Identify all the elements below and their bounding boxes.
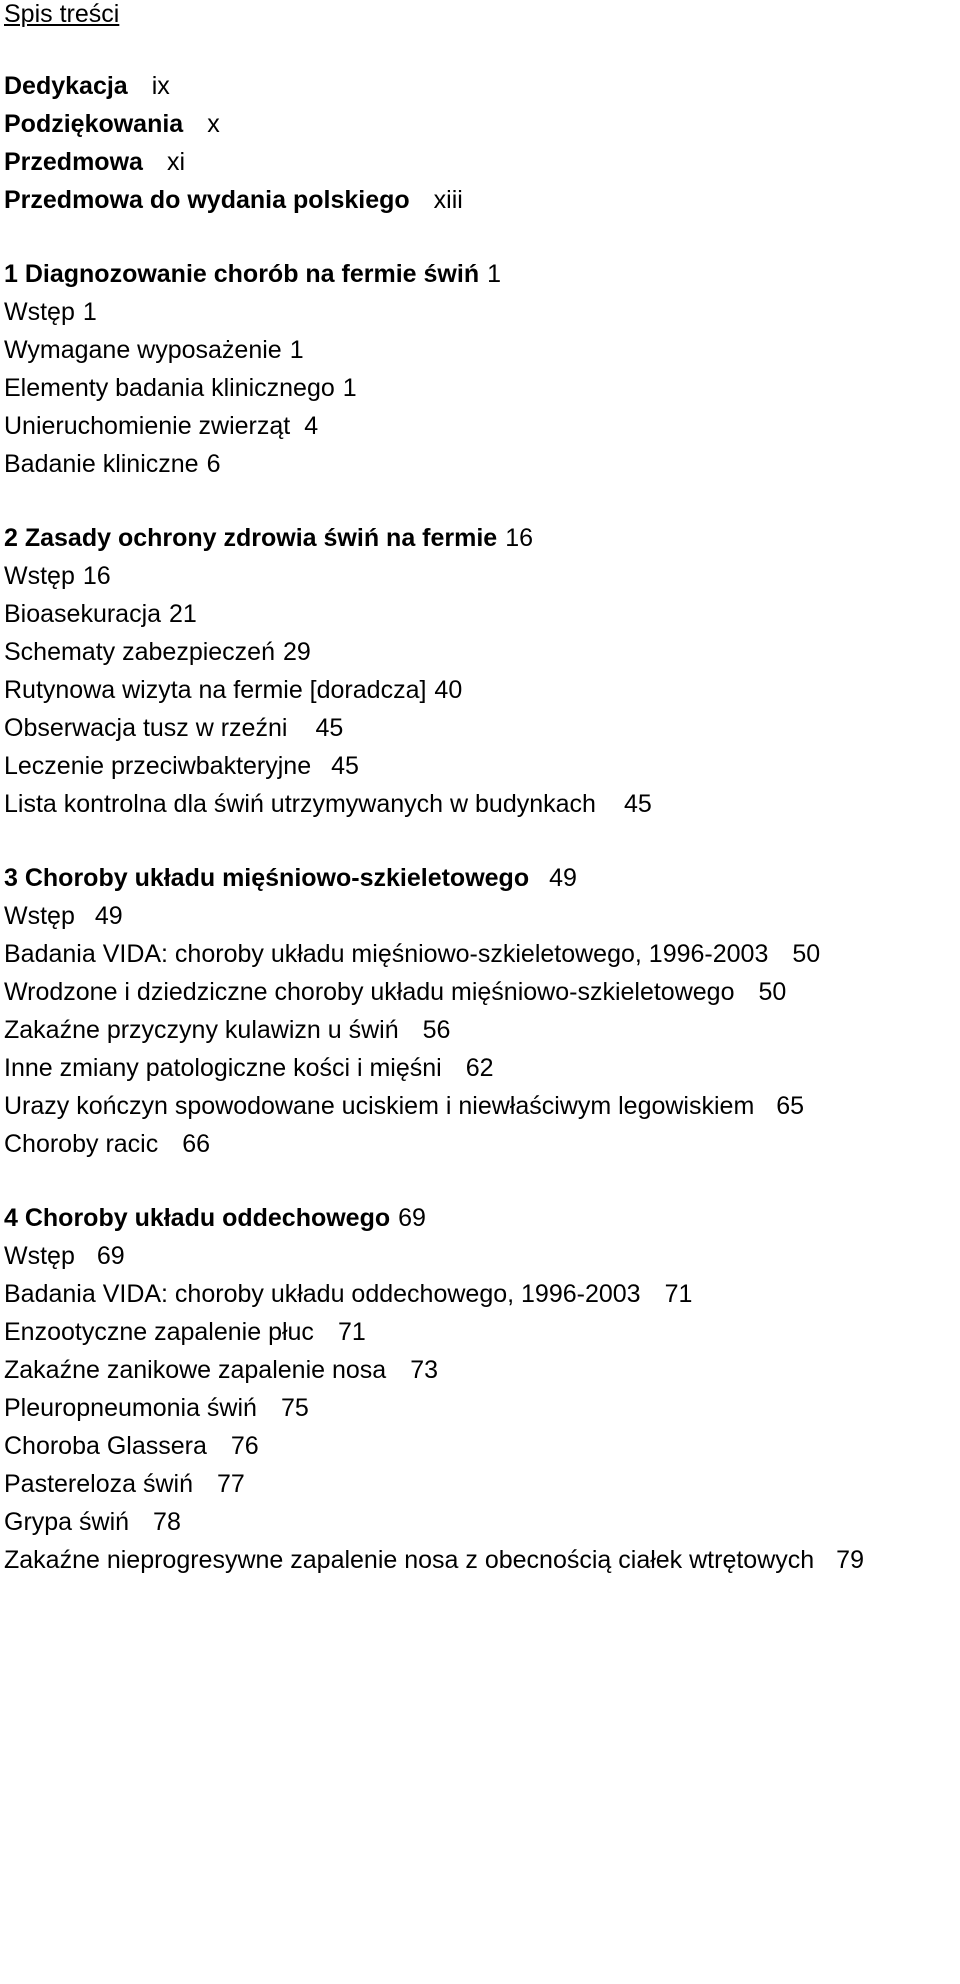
- entry-page: 75: [280, 1394, 309, 1422]
- chapter-title: 1 Diagnozowanie chorób na fermie świń: [4, 260, 480, 288]
- chapter-title: 2 Zasady ochrony zdrowia świń na fermie: [4, 524, 498, 552]
- toc-entry: [4, 1054, 494, 1082]
- entry-title: Pastereloza świń: [4, 1470, 193, 1498]
- entry-page: 71: [664, 1280, 693, 1308]
- chapter-heading: [4, 1204, 426, 1232]
- chapter-title: 4 Choroby układu oddechowego: [4, 1204, 391, 1232]
- toc-entry: [4, 1432, 259, 1460]
- entry-title: Badanie kliniczne: [4, 450, 199, 478]
- entry-title: Badania VIDA: choroby układu mięśniowo-szkieletowego, 1996-2003: [4, 940, 769, 968]
- entry-page: 1: [342, 374, 357, 402]
- toc-title: Spis treści: [4, 0, 120, 28]
- entry-title: Choroba Glassera: [4, 1432, 207, 1460]
- toc-entry: [4, 450, 220, 478]
- toc-entry: [4, 638, 311, 666]
- toc-entry-front: [4, 110, 220, 138]
- entry-title: Leczenie przeciwbakteryjne: [4, 752, 312, 780]
- entry-page: 49: [94, 902, 123, 930]
- toc-entry: [4, 1318, 366, 1346]
- entry-title: Podziękowania: [4, 110, 184, 138]
- toc-entry: [4, 1470, 245, 1498]
- toc-entry-front: [4, 72, 170, 100]
- toc-entry: [4, 676, 462, 704]
- chapter-page: 1: [487, 260, 501, 288]
- entry-page: 4: [304, 412, 319, 440]
- entry-title: Wstęp: [4, 562, 75, 590]
- toc-entry: [4, 752, 359, 780]
- entry-title: Wrodzone i dziedziczne choroby układu mięśniowo-szkieletowego: [4, 978, 735, 1006]
- toc-entry: [4, 374, 357, 402]
- entry-title: Unieruchomienie zwierząt: [4, 412, 291, 440]
- entry-title: Badania VIDA: choroby układu oddechowego, 1996-2003: [4, 1280, 641, 1308]
- toc-entry: [4, 298, 97, 326]
- chapter-page: 49: [549, 864, 577, 892]
- entry-page: 71: [337, 1318, 366, 1346]
- entry-title: Rutynowa wizyta na fermie [doradcza]: [4, 676, 427, 704]
- chapter-heading: [4, 524, 533, 552]
- entry-title: Wymagane wyposażenie: [4, 336, 282, 364]
- entry-page: 45: [623, 790, 652, 818]
- toc-entry: [4, 714, 343, 742]
- entry-title: Wstęp: [4, 902, 75, 930]
- toc-entry: [4, 1016, 450, 1044]
- entry-page: 56: [422, 1016, 451, 1044]
- entry-page: 16: [82, 562, 111, 590]
- entry-page: 62: [465, 1054, 494, 1082]
- entry-title: Dedykacja: [4, 72, 128, 100]
- entry-title: Zakaźne nieprogresywne zapalenie nosa z obecnością ciałek wtrętowych: [4, 1546, 815, 1574]
- toc-entry-front: [4, 148, 185, 176]
- entry-page: xiii: [433, 186, 463, 214]
- entry-title: Wstęp: [4, 1242, 75, 1270]
- chapter-heading: [4, 864, 577, 892]
- entry-title: Przedmowa: [4, 148, 143, 176]
- entry-page: x: [207, 110, 220, 138]
- toc-entry: [4, 978, 786, 1006]
- entry-page: 73: [410, 1356, 439, 1384]
- entry-page: 66: [182, 1130, 211, 1158]
- entry-page: 50: [758, 978, 787, 1006]
- entry-title: Bioasekuracja: [4, 600, 162, 628]
- toc-entry: [4, 1280, 692, 1308]
- toc-entry: [4, 1508, 181, 1536]
- toc-entry: [4, 1546, 864, 1574]
- entry-title: Obserwacja tusz w rzeźni: [4, 714, 288, 742]
- entry-title: Przedmowa do wydania polskiego: [4, 186, 410, 214]
- entry-title: Grypa świń: [4, 1508, 130, 1536]
- entry-page: 1: [289, 336, 304, 364]
- entry-title: Lista kontrolna dla świń utrzymywanych w budynkach: [4, 790, 596, 818]
- entry-page: 79: [836, 1546, 864, 1574]
- toc-entry: [4, 1356, 438, 1384]
- entry-page: 50: [792, 940, 821, 968]
- toc-entry: [4, 1130, 210, 1158]
- entry-page: 45: [331, 752, 359, 780]
- entry-title: Schematy zabezpieczeń: [4, 638, 275, 666]
- toc-entry: [4, 1092, 804, 1120]
- chapter-page: 69: [398, 1204, 426, 1232]
- entry-title: Enzootyczne zapalenie płuc: [4, 1318, 314, 1346]
- entry-page: 76: [230, 1432, 259, 1460]
- entry-title: Urazy kończyn spowodowane uciskiem i niewłaściwym legowiskiem: [4, 1092, 755, 1120]
- chapter-title: 3 Choroby układu mięśniowo-szkieletowego: [4, 864, 530, 892]
- chapter-heading: [4, 260, 501, 288]
- entry-title: Elementy badania klinicznego: [4, 374, 335, 402]
- toc-entry: [4, 940, 820, 968]
- chapter-page: 16: [505, 524, 534, 552]
- entry-page: 6: [206, 450, 221, 478]
- entry-page: 69: [96, 1242, 125, 1270]
- toc-entry: [4, 1394, 309, 1422]
- entry-page: 65: [776, 1092, 805, 1120]
- entry-page: ix: [151, 72, 170, 100]
- entry-title: Choroby racic: [4, 1130, 159, 1158]
- entry-page: 78: [153, 1508, 181, 1536]
- entry-title: Zakaźne zanikowe zapalenie nosa: [4, 1356, 387, 1384]
- toc-entry: [4, 412, 318, 440]
- toc-entry: [4, 902, 123, 930]
- entry-page: 1: [82, 298, 97, 326]
- entry-page: 21: [169, 600, 197, 628]
- entry-page: 77: [216, 1470, 245, 1498]
- toc-entry-front: [4, 186, 463, 214]
- toc-entry: [4, 1242, 125, 1270]
- entry-page: 45: [315, 714, 344, 742]
- entry-page: 29: [282, 638, 311, 666]
- toc-entry: [4, 562, 111, 590]
- toc-entry: [4, 336, 304, 364]
- entry-title: Pleuropneumonia świń: [4, 1394, 257, 1422]
- entry-page: 40: [434, 676, 463, 704]
- entry-page: xi: [166, 148, 185, 176]
- toc-entry: [4, 600, 197, 628]
- entry-title: Zakaźne przyczyny kulawizn u świń: [4, 1016, 399, 1044]
- entry-title: Inne zmiany patologiczne kości i mięśni: [4, 1054, 442, 1082]
- entry-title: Wstęp: [4, 298, 75, 326]
- toc-entry: [4, 790, 652, 818]
